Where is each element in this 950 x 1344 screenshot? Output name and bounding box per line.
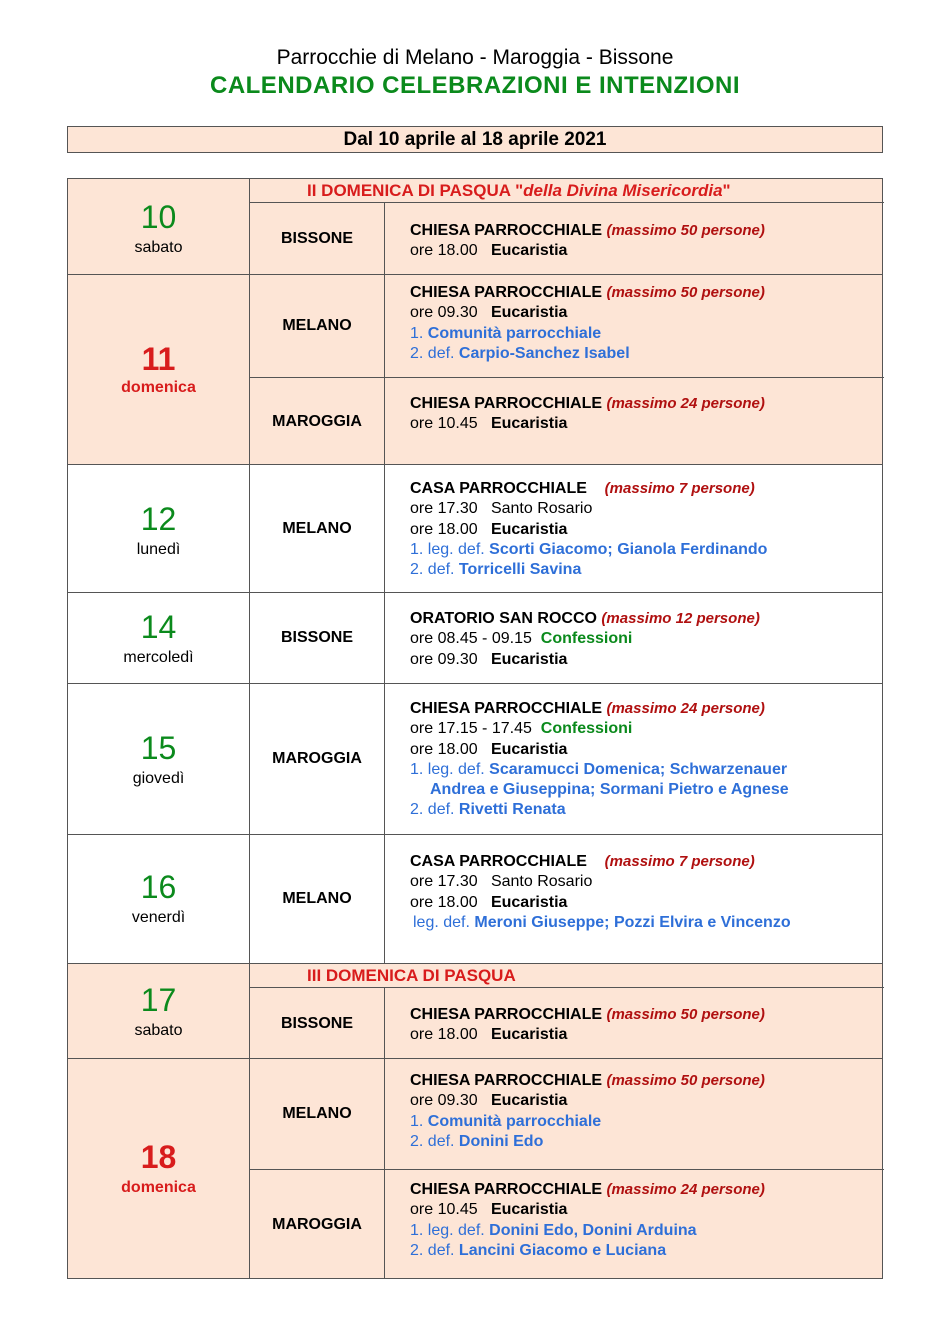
day-row-15 (67, 683, 883, 835)
celebration-block (250, 203, 884, 275)
day-number: 12 (140, 501, 177, 537)
place-label: BISSONE (250, 988, 385, 1059)
feast-heading: III DOMENICA DI PASQUA (250, 964, 884, 988)
day-number: 15 (140, 730, 177, 766)
day-row-17 (67, 963, 883, 1059)
celebration-details: CHIESA PARROCCHIALE (massimo 50 persone) ore 18.00 Eucaristia (410, 222, 765, 260)
day-cell (68, 964, 250, 1058)
day-name: venerdì (131, 909, 186, 926)
celebration-details: CHIESA PARROCCHIALE (massimo 24 persone) ore 17.15 - 17.45 Confessioni ore 18.00 Eucaristia 1. leg. def. Scaramucci Domenica; Schwarzenauer Andrea e Giuseppina; Sormani Pietro e Agnese 2. def. Rivetti Renata (410, 700, 789, 819)
day-number: 11 (141, 341, 176, 377)
place-label: MELANO (250, 835, 385, 963)
celebration-block (250, 275, 884, 377)
celebration-details: CHIESA PARROCCHIALE (massimo 50 persone) ore 09.30 Eucaristia 1. Comunità parrocchiale 2. def. Donini Edo (410, 1072, 765, 1150)
celebration-details: CASA PARROCCHIALE (massimo 7 persone) ore 17.30 Santo Rosario ore 18.00 Eucaristia leg. def. Meroni Giuseppe; Pozzi Elvira e Vincenzo (410, 853, 791, 931)
celebration-details: CHIESA PARROCCHIALE (massimo 24 persone) ore 10.45 Eucaristia 1. leg. def. Donini Edo, Donini Arduina 2. def. Lancini Giacomo e Luciana (410, 1181, 765, 1259)
day-name: domenica (121, 379, 196, 396)
celebration-block (250, 1169, 884, 1279)
celebration-details: CHIESA PARROCCHIALE (massimo 24 persone) ore 10.45 Eucaristia (410, 395, 765, 433)
day-name: lunedì (136, 541, 181, 558)
celebration-details: ORATORIO SAN ROCCO (massimo 12 persone) ore 08.45 - 09.15 Confessioni ore 09.30 Eucaristia (410, 610, 760, 668)
day-cell (68, 179, 250, 274)
day-cell (68, 465, 250, 592)
day-number: 17 (140, 982, 177, 1018)
place-label: MELANO (250, 465, 385, 592)
day-number: 14 (140, 609, 177, 645)
day-row-10 (67, 178, 883, 275)
place-label: MAROGGIA (250, 1170, 385, 1279)
celebration-details: CHIESA PARROCCHIALE (massimo 50 persone) ore 09.30 Eucaristia 1. Comunità parrocchiale 2. def. Carpio-Sanchez Isabel (410, 284, 765, 362)
parishes-heading: Parrocchie di Melano - Maroggia - Bissone (276, 46, 674, 69)
day-row-18 (67, 1058, 883, 1279)
place-label: BISSONE (250, 203, 385, 275)
celebration-block (250, 1059, 884, 1169)
place-label: MELANO (250, 275, 385, 377)
celebration-block (250, 835, 884, 963)
date-range: Dal 10 aprile al 18 aprile 2021 (67, 126, 883, 153)
day-name: domenica (121, 1179, 196, 1196)
celebration-block (250, 988, 884, 1059)
day-cell (68, 1059, 250, 1278)
place-label: MAROGGIA (250, 378, 385, 465)
day-name: giovedì (132, 770, 185, 787)
feast-heading: II DOMENICA DI PASQUA "della Divina Misericordia" (250, 179, 884, 203)
day-cell (68, 593, 250, 683)
celebration-block (250, 593, 884, 683)
day-cell (68, 275, 250, 464)
day-number: 18 (140, 1139, 177, 1175)
day-row-12 (67, 464, 883, 593)
day-row-16 (67, 834, 883, 964)
celebration-block (250, 465, 884, 592)
place-label: BISSONE (250, 593, 385, 683)
place-label: MELANO (250, 1059, 385, 1169)
celebration-details: CHIESA PARROCCHIALE (massimo 50 persone) ore 18.00 Eucaristia (410, 1006, 765, 1044)
day-name: mercoledì (123, 649, 194, 666)
day-name: sabato (134, 1022, 183, 1039)
celebration-block (250, 377, 884, 465)
day-row-14 (67, 592, 883, 684)
place-label: MAROGGIA (250, 684, 385, 834)
celebration-block (250, 684, 884, 834)
day-cell (68, 835, 250, 963)
day-name: sabato (134, 239, 183, 256)
day-number: 16 (140, 869, 177, 905)
day-cell (68, 684, 250, 834)
celebration-details: CASA PARROCCHIALE (massimo 7 persone) ore 17.30 Santo Rosario ore 18.00 Eucaristia 1. leg. def. Scorti Giacomo; Gianola Ferdinando 2. def. Torricelli Savina (410, 480, 768, 579)
calendar-title: CALENDARIO CELEBRAZIONI E INTENZIONI (209, 72, 740, 99)
day-number: 10 (140, 199, 177, 235)
day-row-11 (67, 274, 883, 465)
